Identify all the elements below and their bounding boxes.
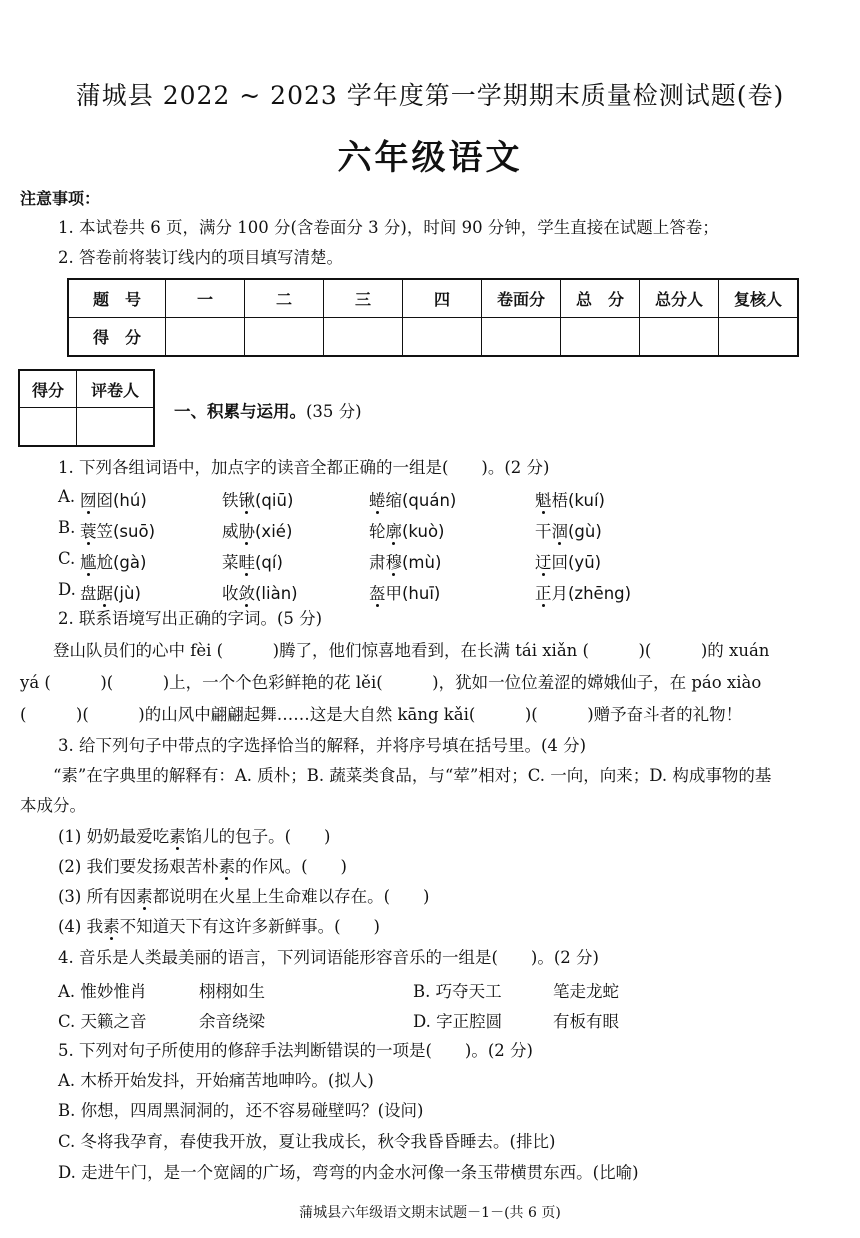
grader-score-cell[interactable] bbox=[19, 408, 77, 447]
q2-line: yá ( )( )上，一个个色彩鲜艳的花 lěi( )，犹如一位位羞涩的嫦娥仙子，在 páo xiào bbox=[20, 673, 762, 692]
section-heading bbox=[174, 398, 362, 422]
score-entry-cell[interactable] bbox=[324, 318, 403, 357]
grader-box bbox=[18, 369, 155, 447]
q3-item bbox=[58, 826, 331, 848]
sentence-part: 的作风。( ) bbox=[235, 857, 347, 876]
score-entry-cell[interactable] bbox=[245, 318, 324, 357]
word-part: 笠 bbox=[96, 522, 113, 541]
dotted-character: 踞 bbox=[96, 584, 113, 603]
dotted-character: 廓 bbox=[385, 522, 402, 541]
q5-stem: 5. 下列对句子所使用的修辞手法判断错误的一项是( )。(2 分) bbox=[58, 1041, 533, 1060]
q4-option-c-second: 余音绕梁 bbox=[199, 1012, 265, 1031]
sentence-part: 都说明在火星上生命难以存在。( ) bbox=[152, 887, 430, 906]
pinyin-reading: (xié) bbox=[255, 522, 293, 541]
score-entry-cell[interactable] bbox=[640, 318, 719, 357]
q1-word bbox=[80, 549, 146, 573]
score-cell: 复核人 bbox=[719, 279, 799, 318]
dotted-character: 胁 bbox=[238, 522, 255, 541]
section-title: 一、积累与运用。 bbox=[174, 402, 306, 421]
score-entry-cell[interactable] bbox=[719, 318, 799, 357]
word-part: 干 bbox=[535, 522, 552, 541]
q2-line: ( )( )的山风中翩翩起舞……这是大自然 kāng kǎi( )( )赠予奋斗者的礼物！ bbox=[20, 705, 743, 724]
q2-line: 登山队员们的心中 fèi ( )腾了，他们惊喜地看到，在长满 tái xiǎn ( )( )的 xuán bbox=[20, 641, 770, 660]
q4-option-b: B. 巧夺天工 bbox=[413, 982, 502, 1001]
word-part: 梧 bbox=[551, 491, 568, 510]
q3-stem: 3. 给下列句子中带点的字选择恰当的解释，并将序号填在括号里。(4 分) bbox=[58, 736, 587, 755]
score-entry-cell[interactable] bbox=[561, 318, 640, 357]
dotted-character: 素 bbox=[218, 857, 236, 876]
score-table bbox=[67, 278, 799, 357]
pinyin-reading: (kuò) bbox=[402, 522, 445, 541]
q1-word bbox=[80, 518, 155, 542]
notice-item: 2. 答卷前将装订线内的项目填写清楚。 bbox=[58, 248, 343, 267]
dotted-character: 迂 bbox=[535, 553, 552, 572]
q1-option-label: A. bbox=[58, 487, 76, 506]
dotted-character: 锹 bbox=[238, 491, 255, 510]
q1-word bbox=[369, 487, 456, 511]
q1-word bbox=[535, 549, 601, 573]
q1-option-label: D. bbox=[58, 580, 76, 599]
q4-stem: 4. 音乐是人类最美丽的语言，下列词语能形容音乐的一组是( )。(2 分) bbox=[58, 948, 599, 967]
option-label: A. 惟妙惟肖 bbox=[58, 982, 147, 1001]
q1-stem: 1. 下列各组词语中，加点字的读音全都正确的一组是( )。(2 分) bbox=[58, 458, 550, 477]
q5-option: B. 你想，四周黑洞洞的，还不容易碰壁吗？(设问) bbox=[58, 1101, 424, 1120]
score-table-header-row bbox=[68, 279, 798, 318]
dotted-character: 囫 bbox=[80, 491, 97, 510]
word-part: 轮 bbox=[369, 522, 386, 541]
q1-word bbox=[222, 549, 283, 573]
pinyin-reading: (gà) bbox=[113, 553, 147, 572]
word-part: 月 bbox=[551, 584, 568, 603]
q3-definition: “素”在字典里的解释有：A. 质朴；B. 蔬菜类食品，与“荤”相对；C. 一向，向来；D. 构成事物的基 bbox=[20, 766, 772, 785]
q1-word bbox=[80, 487, 147, 511]
word-part: 收 bbox=[222, 584, 239, 603]
q5-option: D. 走进午门，是一个宽阔的广场，弯弯的内金水河像一条玉带横贯东西。(比喻) bbox=[58, 1163, 639, 1182]
q2-stem: 2. 联系语境写出正确的字词。(5 分) bbox=[58, 609, 323, 628]
notice-heading: 注意事项： bbox=[20, 189, 101, 208]
pinyin-reading: (quán) bbox=[402, 491, 457, 510]
score-row-label: 得 分 bbox=[68, 318, 166, 357]
dotted-character: 魁 bbox=[535, 491, 552, 510]
score-cell: 题 号 bbox=[68, 279, 166, 318]
score-cell: 二 bbox=[245, 279, 324, 318]
score-cell: 三 bbox=[324, 279, 403, 318]
pinyin-reading: (jù) bbox=[113, 584, 141, 603]
q3-item bbox=[58, 916, 380, 938]
pinyin-reading: (hú) bbox=[113, 491, 147, 510]
q1-word bbox=[535, 518, 602, 542]
q4-option-c: C. 天籁之音 bbox=[58, 1012, 147, 1031]
pinyin-reading: (liàn) bbox=[255, 584, 298, 603]
q1-word bbox=[535, 487, 605, 511]
dotted-character: 蓑 bbox=[80, 522, 97, 541]
q1-word bbox=[369, 549, 441, 573]
score-cell: 卷面分 bbox=[482, 279, 561, 318]
pinyin-reading: (huī) bbox=[402, 584, 441, 603]
q4-option-d-second: 有板有眼 bbox=[553, 1012, 619, 1031]
word-part: 威 bbox=[222, 522, 239, 541]
word-part: 肃 bbox=[369, 553, 386, 572]
q1-word bbox=[222, 487, 293, 511]
section-points: (35 分) bbox=[306, 402, 362, 421]
notice-item: 1. 本试卷共 6 页，满分 100 分(含卷面分 3 分)，时间 90 分钟，学生直接在试题上答卷； bbox=[58, 218, 719, 237]
word-part: 回 bbox=[551, 553, 568, 572]
dotted-character: 畦 bbox=[238, 553, 255, 572]
sentence-part: 不知道天下有这许多新鲜事。( ) bbox=[119, 917, 380, 936]
sentence-part: 馅儿的包子。( ) bbox=[185, 827, 331, 846]
dotted-character: 素 bbox=[169, 827, 186, 846]
dotted-character: 尴 bbox=[80, 553, 97, 572]
q1-word bbox=[535, 580, 631, 604]
score-table-score-row bbox=[68, 318, 798, 357]
q4-option-b-second: 笔走龙蛇 bbox=[553, 982, 619, 1001]
q5-option: A. 木桥开始发抖，开始痛苦地呻吟。(拟人) bbox=[58, 1071, 374, 1090]
q1-word bbox=[369, 580, 440, 604]
q1-word bbox=[222, 580, 298, 604]
word-part: 囵 bbox=[96, 491, 113, 510]
score-cell: 总分人 bbox=[640, 279, 719, 318]
score-entry-cell[interactable] bbox=[403, 318, 482, 357]
word-part: 铁 bbox=[222, 491, 239, 510]
score-cell: 一 bbox=[166, 279, 245, 318]
dotted-character: 蜷 bbox=[369, 491, 386, 510]
dotted-character: 涸 bbox=[551, 522, 568, 541]
word-part: 缩 bbox=[385, 491, 402, 510]
q3-item bbox=[58, 856, 347, 878]
sentence-part: (4) 我 bbox=[58, 917, 104, 936]
sentence-part: (1) 奶奶最爱吃 bbox=[58, 827, 170, 846]
q1-word bbox=[80, 580, 141, 604]
page-footer: 蒲城县六年级语文期末试题－1－(共 6 页) bbox=[299, 1205, 561, 1221]
exam-title: 蒲城县 2022 ~ 2023 学年度第一学期期末质量检测试题(卷) bbox=[75, 81, 785, 110]
score-entry-cell[interactable] bbox=[482, 318, 561, 357]
q3-item bbox=[58, 886, 430, 908]
score-cell: 总 分 bbox=[561, 279, 640, 318]
word-part: 尬 bbox=[96, 553, 113, 572]
pinyin-reading: (qí) bbox=[255, 553, 283, 572]
pinyin-reading: (gù) bbox=[568, 522, 602, 541]
dotted-character: 素 bbox=[103, 917, 120, 936]
word-part: 甲 bbox=[385, 584, 402, 603]
dotted-character: 素 bbox=[136, 887, 153, 906]
q1-word bbox=[369, 518, 444, 542]
q4-option-a-second: 栩栩如生 bbox=[199, 982, 265, 1001]
subject-title: 六年级语文 bbox=[337, 138, 523, 178]
grader-score-label: 得分 bbox=[19, 370, 77, 408]
grader-name-cell[interactable] bbox=[77, 408, 155, 447]
word-part: 盘 bbox=[80, 584, 97, 603]
dotted-character: 正 bbox=[535, 584, 552, 603]
sentence-part: (3) 所有因 bbox=[58, 887, 137, 906]
q3-definition: 本成分。 bbox=[20, 796, 86, 815]
pinyin-reading: (suō) bbox=[113, 522, 156, 541]
q4-option-a bbox=[58, 978, 146, 1002]
score-cell: 四 bbox=[403, 279, 482, 318]
pinyin-reading: (qiū) bbox=[255, 491, 294, 510]
q1-option-label: C. bbox=[58, 549, 76, 568]
grader-name-label: 评卷人 bbox=[77, 370, 155, 408]
score-entry-cell[interactable] bbox=[166, 318, 245, 357]
q5-option: C. 冬将我孕育，春使我开放，夏让我成长，秋令我昏昏睡去。(排比) bbox=[58, 1132, 556, 1151]
pinyin-reading: (kuí) bbox=[568, 491, 605, 510]
pinyin-reading: (zhēng) bbox=[568, 584, 632, 603]
dotted-character: 穆 bbox=[385, 553, 402, 572]
q1-word bbox=[222, 518, 292, 542]
sentence-part: (2) 我们要发扬艰苦朴 bbox=[58, 857, 219, 876]
dotted-character: 敛 bbox=[238, 584, 255, 603]
q1-option-label: B. bbox=[58, 518, 76, 537]
pinyin-reading: (yū) bbox=[568, 553, 602, 572]
word-part: 菜 bbox=[222, 553, 239, 572]
dotted-character: 盔 bbox=[369, 584, 386, 603]
q4-option-d: D. 字正腔圆 bbox=[413, 1012, 503, 1031]
pinyin-reading: (mù) bbox=[402, 553, 442, 572]
